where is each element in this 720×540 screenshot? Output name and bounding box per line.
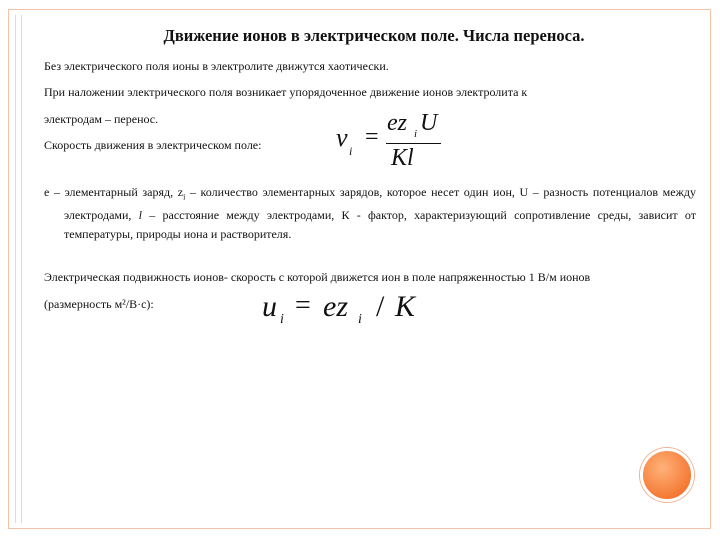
- formula2-equals: =: [295, 290, 311, 321]
- formula2-u-subscript: i: [280, 312, 284, 327]
- formula2-slash: /: [376, 290, 385, 323]
- decorative-orange-circle: [640, 448, 694, 502]
- definitions-paragraph: [44, 183, 696, 244]
- formula2-ez: ez: [323, 290, 348, 323]
- formula1-numerator-b: U: [420, 110, 438, 136]
- text-line-3: электродам – перенос.: [44, 112, 159, 126]
- formula1-equals: =: [365, 124, 379, 150]
- velocity-formula: [336, 108, 436, 172]
- text-line-5: Электрическая подвижность ионов- скорость с которой движется ион в поле напряженностью 1 В/м ионов: [44, 270, 591, 284]
- text-line-1: Без электрического поля ионы в электролите движутся хаотически.: [44, 59, 389, 73]
- para-subscript: i: [183, 192, 186, 202]
- slide-left-band: [15, 15, 22, 523]
- formula1-denominator: Kl: [391, 145, 414, 171]
- formula2-k: K: [395, 290, 416, 323]
- para-italic-l: l: [138, 208, 143, 223]
- text-line-2: При наложении электрического поля возникает упорядоченное движение ионов электролита к: [44, 85, 528, 99]
- para-part-1: е – элементарный заряд, z: [44, 185, 184, 199]
- text-line-4: Скорость движения в электрическом поле:: [44, 138, 262, 152]
- formula1-lhs: v: [336, 123, 348, 152]
- formula1-lhs-subscript: i: [349, 144, 353, 158]
- para-part-3: – расстояние между электродами, К - фактор, характеризующий сопротивление среды, зависит от температуры, природы иона и растворителя.: [64, 208, 696, 242]
- formula2-u: u: [262, 290, 277, 323]
- text-line-6: (размерность м²/В·с):: [44, 297, 154, 311]
- mobility-formula: [262, 290, 432, 340]
- formula1-numerator-a: ez: [387, 110, 407, 136]
- formula1-numerator-subscript: i: [414, 128, 418, 140]
- formula1-fraction-bar: [386, 143, 441, 144]
- slide-title: Движение ионов в электрическом поле. Числа переноса.: [163, 26, 585, 45]
- formula2-z-subscript: i: [358, 312, 362, 327]
- para-part-2: – количество элементарных зарядов, которое несет один ион, U – разность потенциалов между электродами,: [64, 185, 697, 223]
